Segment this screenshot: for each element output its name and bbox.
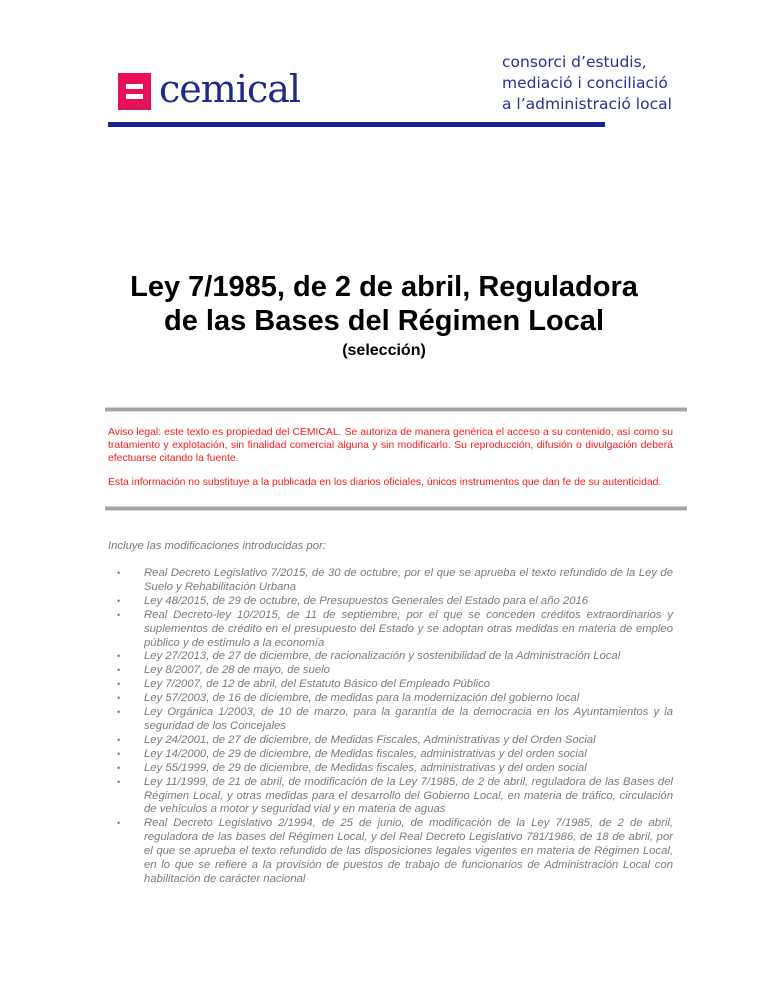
list-item: • Ley 14/2000, de 29 de diciembre, de Medidas fiscales, administrativas y del orden social [117, 747, 587, 760]
bullet-icon: • [117, 707, 121, 718]
disclaimer-top-divider [105, 407, 687, 412]
legal-disclaimer [108, 426, 673, 489]
page-header [0, 0, 768, 140]
list-item: • Real Decreto-ley 10/2015, de 11 de septiembre, por el que se conceden créditos extraordinarios y suplementos de crédito en el presupuesto del Estado y se adoptan otras medidas en materia de empleo público y de estímulo a la economía [117, 608, 673, 649]
bullet-icon: • [117, 665, 121, 676]
list-item: • Ley 48/2015, de 29 de octubre, de Presupuestos Generales del Estado para el año 2016 [117, 594, 589, 607]
logo-wordmark: cemical [159, 67, 301, 111]
bullet-icon: • [117, 693, 121, 704]
list-item: • Real Decreto Legislativo 2/1994, de 25 de junio, de modificación de la Ley 7/1985, de 2 de abril, reguladora de las bases del Régimen Local, y del Real Decreto Legislativo 781/1986, de 18 de abril, por el que se aprueba el texto refundido de las disposiciones legales vigentes en materia de Régimen Local, en lo que se refiere a la provisión de puestos de trabajo de funcionarios de Administración Local con habilitación de carácter nacional [117, 817, 673, 885]
modifications-intro: Incluye las modificaciones introducidas por: [108, 540, 326, 552]
title-line-1: Ley 7/1985, de 2 de abril, Reguladora [130, 271, 638, 303]
bullet-icon: • [117, 734, 121, 745]
bullet-icon: • [117, 595, 121, 606]
list-item: • Ley 57/2003, de 16 de diciembre, de medidas para la modernización del gobierno local [117, 692, 580, 705]
document-subtitle: (selección) [342, 342, 426, 359]
disclaimer-paragraph-2: Esta información no substituye a la publicada en los diarios oficiales, únicos instrumentos que dan fe de su autenticidad. [108, 477, 662, 488]
tagline-line-3: a l’administració local [502, 95, 672, 113]
list-item: • Ley Orgánica 1/2003, de 10 de marzo, para la garantía de la democracia en los Ayuntamientos y la seguridad de los Concejales [117, 706, 673, 732]
list-item: • Ley 55/1999, de 29 de diciembre, de Medidas fiscales, administrativas y del orden social [117, 761, 587, 774]
equals-square-icon [118, 73, 151, 110]
bullet-icon: • [117, 568, 121, 578]
disclaimer-bottom-divider [105, 506, 687, 511]
bullet-icon: • [117, 776, 121, 787]
header-divider [108, 122, 605, 127]
list-item: • Ley 8/2007, de 28 de mayo, de suelo [117, 664, 330, 677]
list-item: • Ley 7/2007, de 12 de abril, del Estatuto Básico del Empleado Público [117, 678, 491, 691]
bullet-icon: • [117, 748, 121, 759]
list-item: • Ley 27/2013, de 27 de diciembre, de racionalización y sostenibilidad de la Administración Local [117, 650, 621, 663]
title-line-2: de las Bases del Régimen Local [163, 305, 604, 337]
document-title [0, 270, 768, 338]
cemical-logo [118, 67, 301, 111]
list-item: • Ley 24/2001, de 27 de diciembre, de Medidas Fiscales, Administrativas y del Orden Social [117, 733, 596, 746]
tagline-line-1: consorci d’estudis, [502, 53, 647, 71]
organization-tagline [502, 52, 672, 115]
tagline-line-2: mediació i conciliació [502, 74, 668, 92]
bullet-icon: • [117, 651, 121, 662]
bullet-icon: • [117, 818, 121, 829]
disclaimer-paragraph-1: Aviso legal: este texto es propiedad del CEMICAL. Se autoriza de manera genérica el acceso a su contenido, así como su tratamiento y explotación, sin finalidad comercial alguna y sin modificarlo. Su reproducción, difusión o divulgación deberá efectuarse citando la fuente. [108, 427, 673, 464]
list-item: • Ley 11/1999, de 21 de abril, de modificación de la Ley 7/1985, de 2 de abril, reguladora de las Bases del Régimen Local, y otras medidas para el desarrollo del Gobierno Local, en materia de tráfico, circulación de vehículos a motor y seguridad vial y en materia de aguas [117, 775, 673, 816]
bullet-icon: • [117, 609, 121, 620]
bullet-icon: • [117, 762, 121, 773]
modifications-list [108, 567, 673, 887]
list-item: • Real Decreto Legislativo 7/2015, de 30 de octubre, por el que se aprueba el texto refundido de la Ley de Suelo y Rehabilitación Urbana [117, 567, 673, 593]
bullet-icon: • [117, 679, 121, 690]
